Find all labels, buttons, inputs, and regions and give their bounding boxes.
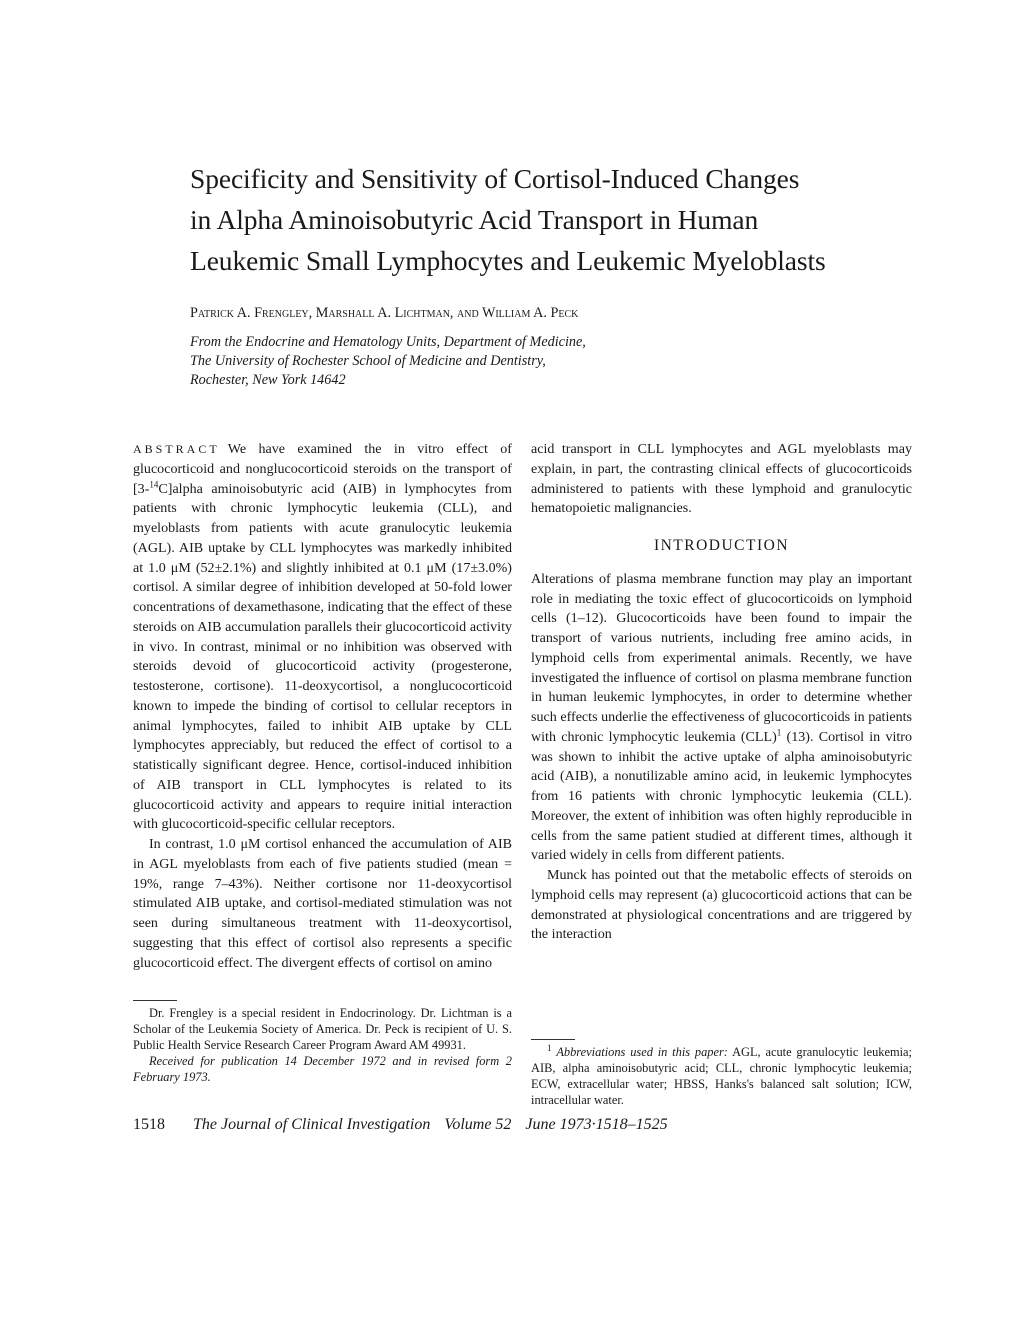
footnote-right — [531, 1044, 912, 1108]
abbreviations-text: AGL, acute granulocytic leukemia; AIB, alpha aminoisobutyric acid; CLL, chronic lymphocytic leukemia; ECW, extracellular water; HBSS, Hanks's balanced salt solution; ICW, intracellular water. — [531, 1045, 912, 1107]
footnote-marker: 1 — [776, 727, 782, 738]
intro-text-1b: (13). Cortisol in vitro was shown to inhibit the active uptake of alpha aminoisobutyric acid (AIB), a nonutilizable amino acid, in leukemic lymphocytes from 16 patients with chronic lymphocytic leukemia (CLL). Moreover, the extent of inhibition was often highly reproducible in cells from the same patient studied at different times, although it varied widely in cells from different patients. — [531, 728, 913, 864]
paper-title — [190, 158, 890, 281]
isotope-superscript: 14 — [149, 478, 159, 489]
author-list: Patrick A. Frengley, Marshall A. Lichtman, and William A. Peck — [190, 305, 579, 321]
author-note: Dr. Frengley is a special resident in Endocrinology. Dr. Lichtman is a Scholar of the Leukemia Society of America. Dr. Peck is recipient of U. S. Public Health Service Research Career Program Award AM 49931. — [133, 1006, 512, 1052]
intro-paragraph-1 — [531, 570, 912, 866]
title-line-3: Leukemic Small Lymphocytes and Leukemic Myeloblasts — [190, 245, 826, 276]
affiliation-line-2: The University of Rochester School of Medicine and Dentistry, — [190, 353, 546, 369]
title-line-2: in Alpha Aminoisobutyric Acid Transport in Human — [190, 204, 759, 235]
footnote-rule-left — [133, 1000, 177, 1001]
abstract-text-1b: C]alpha aminoisobutyric acid (AIB) in lymphocytes from patients with chronic lymphocytic leukemia (CLL), and myeloblasts from patients with acute granulocytic leukemia (AGL). AIB uptake by CLL lymphocytes was markedly inhibited at 1.0 μM (52±2.1%) and slightly inhibited at 0.1 μM (17±3.0%) cortisol. A similar degree of inhibition developed at 50-fold lower concentrations of dexamethasone, indicating that the effect of these steroids on AIB accumulation parallels their glucocorticoid activity in vivo. In contrast, minimal or no inhibition was observed with steroids devoid of glucocorticoid activity (progesterone, testosterone, cortisone). 11-deoxycortisol, a nonglucocorticoid known to impede the binding of cortisol to cellular receptors in animal lymphocytes, failed to inhibit AIB uptake by CLL lymphocytes appreciably, but reduced the effect of cortisol to a statistically significant degree. Hence, cortisol-induced inhibition of AIB transport in CLL lymphocytes is related to its glucocorticoid activity and appears to require initial interaction with glucocorticoid-specific cellular receptors. — [133, 480, 512, 833]
abstract-paragraph-1 — [133, 440, 512, 835]
journal-name: The Journal of Clinical Investigation — [193, 1116, 431, 1133]
footnote-rule-right — [531, 1039, 575, 1040]
page-footer — [133, 1116, 678, 1134]
abbreviations-label: Abbreviations used in this paper: — [556, 1045, 728, 1059]
abstract-paragraph-2: In contrast, 1.0 μM cortisol enhanced the accumulation of AIB in AGL myeloblasts from each of five patients studied (mean = 19%, range 7–43%). Neither cortisone nor 11-deoxycortisol stimulated AIB uptake, and cortisol-mediated stimulation was not seen during simultaneous treatment with 11-deoxycortisol, suggesting that this effect of cortisol also represents a specific glucocorticoid effect. The divergent effects of cortisol on amino — [133, 836, 512, 971]
abstract-text-1a: We have examined the in vitro effect of glucocorticoid and nonglucocorticoid steroids on the transport of [3- — [133, 441, 512, 497]
right-column — [531, 440, 912, 945]
title-line-1: Specificity and Sensitivity of Cortisol-Induced Changes — [190, 163, 800, 194]
abstract-heading: ABSTRACT — [133, 442, 220, 456]
intro-paragraph-2: Munck has pointed out that the metabolic effects of steroids on lymphoid cells may represent (a) glucocorticoid actions that can be demonstrated at physiological concentrations and are triggered by the interaction — [531, 867, 912, 943]
footnote-number: 1 — [547, 1042, 552, 1053]
footnote-left — [133, 1005, 512, 1085]
left-column — [133, 440, 512, 973]
intro-text-1a: Alterations of plasma membrane function may play an important role in mediating the toxic effect of glucocorticoids on lymphoid cells (1–12). Glucocorticoids have been found to impair the transport of various nutrients, including free amino acids, in lymphoid cells from experimental animals. Recently, we have investigated the influence of cortisol on plasma membrane function in human leukemic lymphocytes, in order to determine whether such effects underlie the effectiveness of glucocorticoids in patients with chronic lymphocytic leukemia (CLL) — [531, 570, 912, 745]
affiliation-line-1: From the Endocrine and Hematology Units, Department of Medicine, — [190, 334, 586, 350]
volume-number: Volume 52 — [444, 1116, 512, 1133]
page-number: 1518 — [133, 1116, 165, 1133]
affiliation-line-3: Rochester, New York 14642 — [190, 372, 346, 388]
issue-date-pages: June 1973·1518–1525 — [525, 1116, 668, 1133]
abbreviations-note — [531, 1044, 912, 1108]
introduction-heading: INTRODUCTION — [653, 537, 790, 554]
abstract-continuation: acid transport in CLL lymphocytes and AGL myeloblasts may explain, in part, the contrasting clinical effects of glucocorticoids administered to patients with these lymphoid and granulocytic hematopoietic malignancies. — [531, 441, 912, 517]
received-note: Received for publication 14 December 1972 and in revised form 2 February 1973. — [133, 1054, 512, 1084]
affiliation — [190, 333, 586, 390]
